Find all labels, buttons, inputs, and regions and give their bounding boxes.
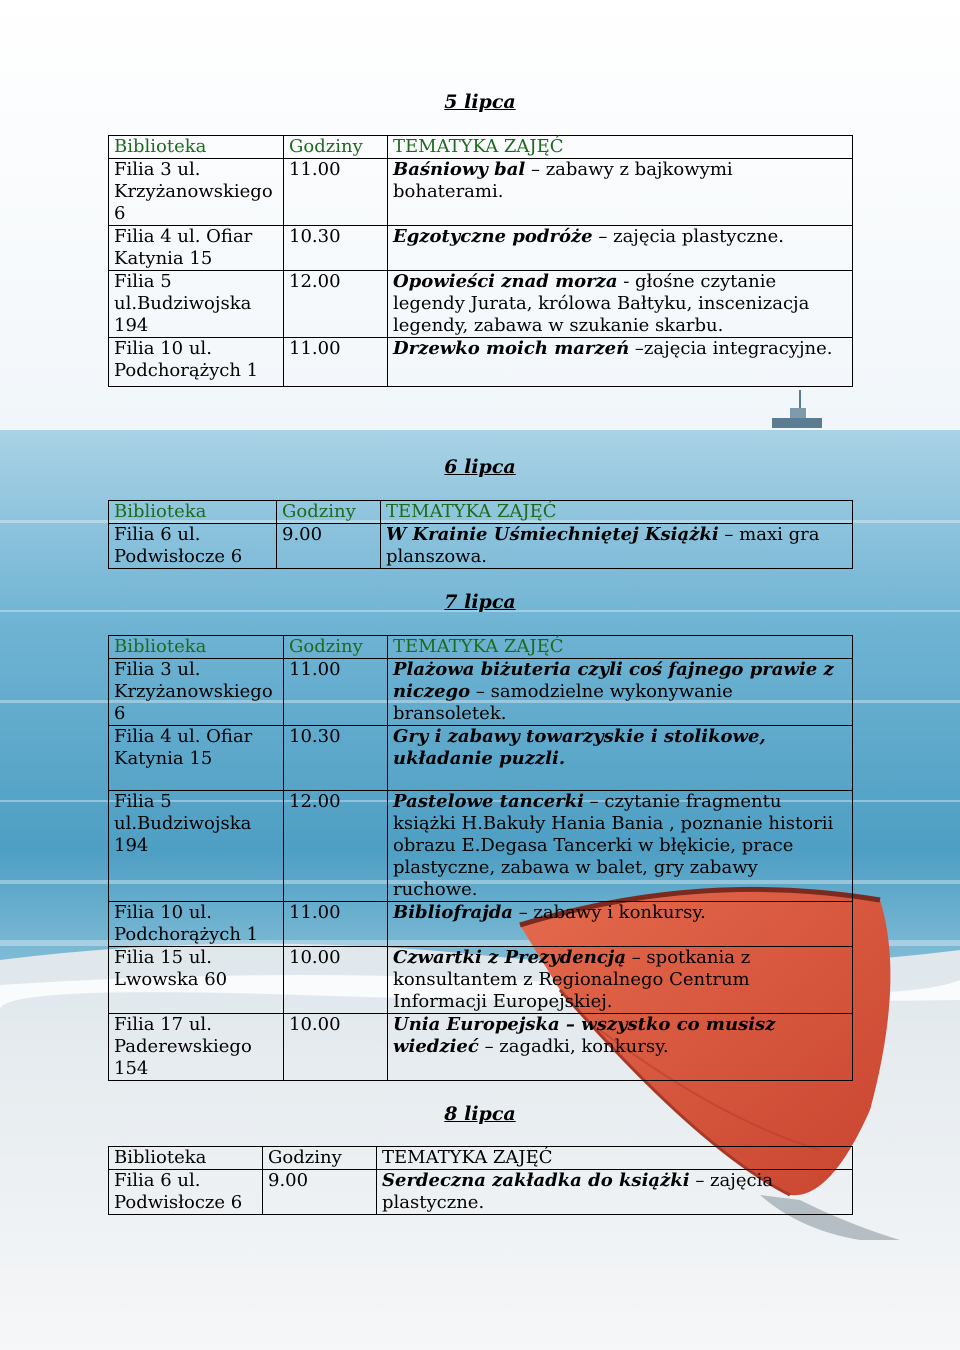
- table-header-row: [109, 1147, 853, 1170]
- column-header-topic: TEMATYKA ZAJĘĆ: [388, 136, 853, 159]
- event-description: –zajęcia integracyjne.: [629, 338, 833, 359]
- topic-cell: [388, 159, 853, 226]
- table-header-row: [109, 501, 853, 524]
- library-cell: Filia 5 ul.Budziwojska 194: [109, 271, 284, 338]
- schedule-table-6-lipca: [108, 500, 853, 569]
- table-row: [109, 1170, 853, 1215]
- event-title: Baśniowy bal: [393, 159, 526, 180]
- column-header-library: Biblioteka: [109, 1147, 263, 1170]
- event-title: Drzewko moich marzeń: [393, 338, 630, 359]
- table-row: [109, 726, 853, 791]
- column-header-hours: Godziny: [284, 636, 388, 659]
- column-header-topic: TEMATYKA ZAJĘĆ: [377, 1147, 853, 1170]
- topic-cell: [388, 338, 853, 387]
- section-heading-5-lipca: 5 lipca: [444, 91, 516, 113]
- event-title: Gry i zabawy towarzyskie i stolikowe, układanie puzzli.: [393, 726, 766, 769]
- time-cell: 11.00: [284, 338, 388, 387]
- event-title: Plażowa biżuteria czyli coś fajnego prawie z niczego: [393, 659, 834, 702]
- table-header-row: [109, 136, 853, 159]
- event-title: Pastelowe tancerki: [393, 791, 584, 812]
- column-header-hours: Godziny: [277, 501, 381, 524]
- table-row: [109, 524, 853, 569]
- event-title: Unia Europejska – wszystko co musisz wiedzieć: [393, 1014, 776, 1057]
- event-description: – zabawy i konkursy.: [512, 902, 706, 923]
- column-header-topic: TEMATYKA ZAJĘĆ: [388, 636, 853, 659]
- event-title: Opowieści znad morza: [393, 271, 618, 292]
- time-cell: 11.00: [284, 159, 388, 226]
- column-header-library: Biblioteka: [109, 636, 284, 659]
- time-cell: 10.30: [284, 726, 388, 791]
- library-cell: Filia 10 ul. Podchorążych 1: [109, 338, 284, 387]
- table-row: [109, 902, 853, 947]
- library-cell: Filia 6 ul. Podwisłocze 6: [109, 1170, 263, 1215]
- event-description: - głośne czytanie legendy Jurata, królowa Bałtyku, inscenizacja legendy, zabawa w szukanie skarbu.: [393, 271, 810, 336]
- column-header-hours: Godziny: [284, 136, 388, 159]
- column-header-library: Biblioteka: [109, 136, 284, 159]
- event-title: Czwartki z Prezydencją: [393, 947, 626, 968]
- schedule-table-5-lipca: [108, 135, 853, 387]
- event-title: Egzotyczne podróże: [393, 226, 593, 247]
- table-row: [109, 947, 853, 1014]
- table-row: [109, 271, 853, 338]
- topic-cell: [388, 226, 853, 271]
- library-cell: Filia 3 ul. Krzyżanowskiego 6: [109, 159, 284, 226]
- section-heading-8-lipca: 8 lipca: [444, 1103, 516, 1125]
- event-title: Serdeczna zakładka do książki: [382, 1170, 690, 1191]
- table-header-row: [109, 636, 853, 659]
- event-description: – maxi gra planszowa.: [386, 524, 820, 567]
- time-cell: 10.00: [284, 947, 388, 1014]
- topic-cell: [377, 1170, 853, 1215]
- library-cell: Filia 3 ul. Krzyżanowskiego 6: [109, 659, 284, 726]
- library-cell: Filia 10 ul. Podchorążych 1: [109, 902, 284, 947]
- time-cell: 12.00: [284, 271, 388, 338]
- time-cell: 9.00: [263, 1170, 377, 1215]
- schedule-table-8-lipca: [108, 1146, 853, 1215]
- event-description: – czytanie fragmentu książki H.Bakuły Hania Bania , poznanie historii obrazu E.Degasa Tancerki w błękicie, prace plastyczne, zabawa w balet, gry zabawy ruchowe.: [393, 791, 834, 900]
- column-header-topic: TEMATYKA ZAJĘĆ: [381, 501, 853, 524]
- topic-cell: [388, 1014, 853, 1081]
- event-title: W Krainie Uśmiechniętej Książki: [386, 524, 719, 545]
- library-cell: Filia 17 ul. Paderewskiego 154: [109, 1014, 284, 1081]
- table-row: [109, 338, 853, 387]
- event-title: Bibliofrajda: [393, 902, 513, 923]
- table-row: [109, 1014, 853, 1081]
- topic-cell: [388, 271, 853, 338]
- event-description: – zajęcia plastyczne.: [592, 226, 785, 247]
- topic-cell: [388, 659, 853, 726]
- event-description: – spotkania z konsultantem z Regionalnego Centrum Informacji Europejskiej.: [393, 947, 751, 1012]
- library-cell: Filia 4 ul. Ofiar Katynia 15: [109, 226, 284, 271]
- topic-cell: [388, 726, 853, 791]
- table-row: [109, 659, 853, 726]
- event-description: – zabawy z bajkowymi bohaterami.: [393, 159, 733, 202]
- library-cell: Filia 4 ul. Ofiar Katynia 15: [109, 726, 284, 791]
- time-cell: 11.00: [284, 659, 388, 726]
- table-row: [109, 226, 853, 271]
- library-cell: Filia 15 ul. Lwowska 60: [109, 947, 284, 1014]
- event-description: – zajęcia plastyczne.: [382, 1170, 774, 1213]
- topic-cell: [381, 524, 853, 569]
- topic-cell: [388, 902, 853, 947]
- time-cell: 12.00: [284, 791, 388, 902]
- topic-cell: [388, 791, 853, 902]
- topic-cell: [388, 947, 853, 1014]
- time-cell: 9.00: [277, 524, 381, 569]
- table-row: [109, 159, 853, 226]
- event-description: – samodzielne wykonywanie bransoletek.: [393, 681, 733, 724]
- event-description: – zagadki, konkursy.: [478, 1036, 669, 1057]
- time-cell: 11.00: [284, 902, 388, 947]
- library-cell: Filia 6 ul. Podwisłocze 6: [109, 524, 277, 569]
- library-cell: Filia 5 ul.Budziwojska 194: [109, 791, 284, 902]
- time-cell: 10.30: [284, 226, 388, 271]
- section-heading-7-lipca: 7 lipca: [444, 591, 516, 613]
- section-heading-6-lipca: 6 lipca: [444, 456, 516, 478]
- column-header-library: Biblioteka: [109, 501, 277, 524]
- column-header-hours: Godziny: [263, 1147, 377, 1170]
- table-row: [109, 791, 853, 902]
- time-cell: 10.00: [284, 1014, 388, 1081]
- schedule-table-7-lipca: [108, 635, 853, 1081]
